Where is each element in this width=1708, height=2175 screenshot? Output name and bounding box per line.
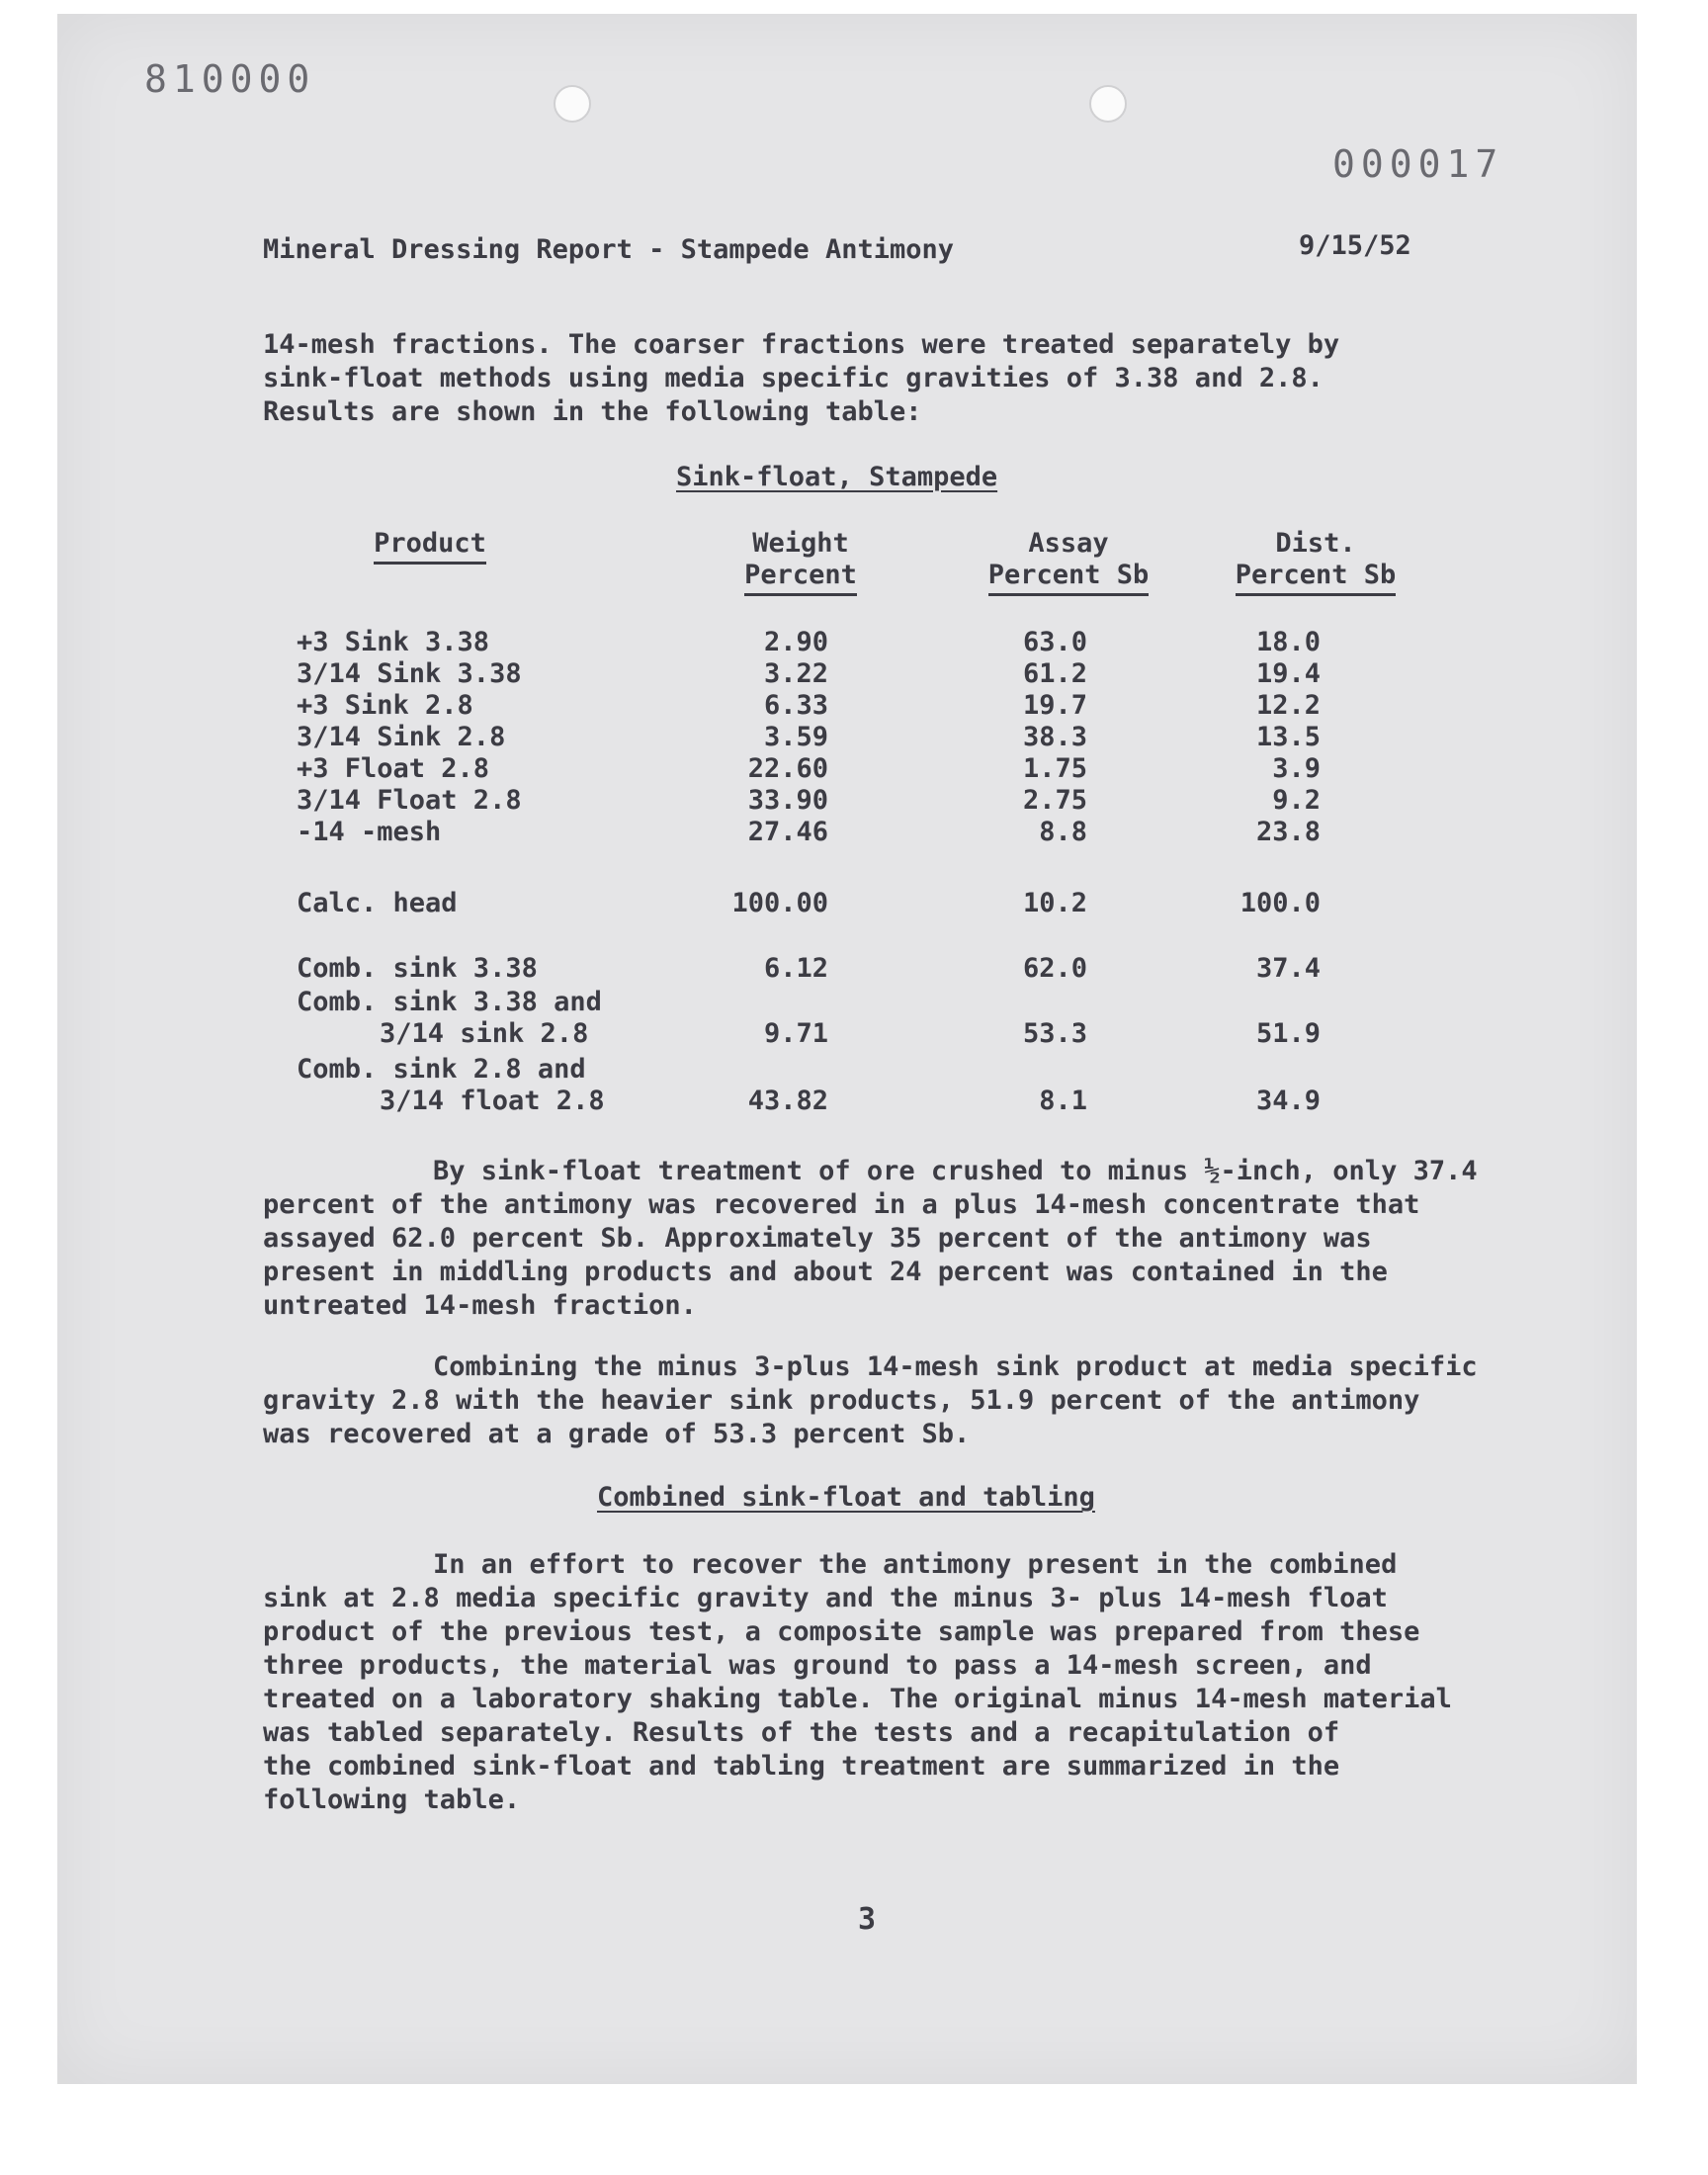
- paragraph-line: treated on a laboratory shaking table. The original minus 14-mesh material: [263, 1684, 1452, 1714]
- intro-line: 14-mesh fractions. The coarser fractions were treated separately by: [263, 329, 1340, 360]
- paragraph-line: was recovered at a grade of 53.3 percent Sb.: [263, 1419, 971, 1449]
- table-cell-dist: 3.9: [1272, 753, 1321, 784]
- table-cell-product: 3/14 Sink 2.8: [297, 722, 506, 752]
- table-cell-assay: 61.2: [1022, 658, 1087, 689]
- stamp-top-right: 000017: [1332, 142, 1504, 186]
- intro-line: Results are shown in the following table:: [263, 396, 922, 427]
- header-dist-line2: Percent Sb: [1236, 560, 1397, 596]
- paragraph-line: sink at 2.8 media specific gravity and the minus 3- plus 14-mesh float: [263, 1583, 1388, 1613]
- assay-column: [988, 627, 1087, 848]
- paragraph-line: percent of the antimony was recovered in a plus 14-mesh concentrate that: [263, 1189, 1420, 1220]
- header-weight-line1: Weight: [752, 528, 849, 559]
- table-cell-weight: 33.90: [747, 785, 828, 816]
- comb-row-2-label-line1: Comb. sink 3.38 and: [297, 987, 602, 1017]
- table-cell-dist: 9.2: [1272, 785, 1321, 816]
- comb-row-3-weight: 43.82: [747, 1086, 828, 1116]
- table-cell-dist: 23.8: [1255, 817, 1321, 847]
- table-cell-product: 3/14 Sink 3.38: [297, 658, 522, 689]
- paragraph-line: untreated 14-mesh fraction.: [263, 1290, 697, 1321]
- paragraph-line: the combined sink-float and tabling treatment are summarized in the: [263, 1751, 1340, 1782]
- paragraph-line: gravity 2.8 with the heavier sink products, 51.9 percent of the antimony: [263, 1385, 1420, 1416]
- paragraph-line: In an effort to recover the antimony present in the combined: [433, 1549, 1398, 1580]
- table-cell-assay: 8.8: [1039, 817, 1087, 847]
- table-cell-weight: 3.59: [763, 722, 828, 752]
- header-weight: [718, 528, 884, 596]
- table-cell-assay: 38.3: [1022, 722, 1087, 752]
- header-dist: [1210, 528, 1421, 596]
- table-cell-assay: 19.7: [1022, 690, 1087, 721]
- table-cell-product: +3 Float 2.8: [297, 753, 490, 784]
- table-cell-product: +3 Sink 2.8: [297, 690, 473, 721]
- comb-row-1-dist: 37.4: [1255, 953, 1321, 984]
- calc-head-weight: 100.00: [731, 888, 828, 918]
- table-cell-product: -14 -mesh: [297, 817, 442, 847]
- table-cell-weight: 6.33: [763, 690, 828, 721]
- paragraph-line: By sink-float treatment of ore crushed to minus ½-inch, only 37.4: [433, 1156, 1478, 1186]
- stamp-top-left: 810000: [144, 57, 316, 101]
- table-title: Sink-float, Stampede: [676, 462, 998, 492]
- paragraph-line: assayed 62.0 percent Sb. Approximately 35 percent of the antimony was: [263, 1223, 1372, 1254]
- table-cell-product: +3 Sink 3.38: [297, 627, 490, 657]
- punch-hole-left: [554, 85, 591, 123]
- comb-row-1-weight: 6.12: [763, 953, 828, 984]
- paragraph-line: Combining the minus 3-plus 14-mesh sink product at media specific: [433, 1351, 1478, 1382]
- report-title: Mineral Dressing Report - Stampede Antimony: [263, 234, 954, 265]
- header-assay: [963, 528, 1174, 596]
- comb-row-2-dist: 51.9: [1255, 1018, 1321, 1049]
- paragraph-line: following table.: [263, 1784, 521, 1815]
- comb-row-3-dist: 34.9: [1255, 1086, 1321, 1116]
- comb-row-3-label-line2: 3/14 float 2.8: [380, 1086, 605, 1116]
- table-cell-weight: 3.22: [763, 658, 828, 689]
- header-weight-line2: Percent: [744, 560, 857, 596]
- paragraph-line: present in middling products and about 24 percent was contained in the: [263, 1257, 1388, 1287]
- table-cell-dist: 12.2: [1255, 690, 1321, 721]
- table-cell-assay: 63.0: [1022, 627, 1087, 657]
- header-assay-line1: Assay: [1028, 528, 1109, 559]
- paragraph-line: was tabled separately. Results of the tests and a recapitulation of: [263, 1717, 1340, 1748]
- header-product: [328, 528, 532, 565]
- punch-hole-right: [1089, 85, 1127, 123]
- paragraph-line: product of the previous test, a composite sample was prepared from these: [263, 1616, 1420, 1647]
- table-cell-dist: 18.0: [1255, 627, 1321, 657]
- table-cell-weight: 22.60: [747, 753, 828, 784]
- table-cell-assay: 2.75: [1022, 785, 1087, 816]
- intro-line: sink-float methods using media specific gravities of 3.38 and 2.8.: [263, 363, 1324, 393]
- dist-column: [1222, 627, 1321, 848]
- header-dist-line1: Dist.: [1275, 528, 1356, 559]
- table-cell-weight: 2.90: [763, 627, 828, 657]
- comb-row-2-assay: 53.3: [1022, 1018, 1087, 1049]
- comb-row-2-weight: 9.71: [763, 1018, 828, 1049]
- table-cell-dist: 13.5: [1255, 722, 1321, 752]
- comb-row-1-assay: 62.0: [1022, 953, 1087, 984]
- calc-head-dist: 100.0: [1239, 888, 1321, 918]
- calc-head-label: Calc. head: [297, 888, 458, 918]
- calc-head-assay: 10.2: [1022, 888, 1087, 918]
- intro-paragraph: [263, 328, 1339, 429]
- report-date: 9/15/52: [1299, 230, 1411, 261]
- header-product-label: Product: [374, 528, 486, 565]
- weight-column: [720, 627, 828, 848]
- comb-row-1-label: Comb. sink 3.38: [297, 953, 538, 984]
- product-column: [297, 627, 522, 848]
- table-cell-product: 3/14 Float 2.8: [297, 785, 522, 816]
- comb-row-2-label-line2: 3/14 sink 2.8: [380, 1018, 589, 1049]
- table-cell-dist: 19.4: [1255, 658, 1321, 689]
- paragraph-tabling: [263, 1548, 1452, 1817]
- comb-row-3-assay: 8.1: [1039, 1086, 1087, 1116]
- comb-row-3-label-line1: Comb. sink 2.8 and: [297, 1054, 586, 1085]
- page-number: 3: [858, 1902, 877, 1937]
- header-assay-line2: Percent Sb: [988, 560, 1150, 596]
- table-cell-weight: 27.46: [747, 817, 828, 847]
- section-title: Combined sink-float and tabling: [597, 1482, 1095, 1513]
- paragraph-line: three products, the material was ground to pass a 14-mesh screen, and: [263, 1650, 1372, 1681]
- table-cell-assay: 1.75: [1022, 753, 1087, 784]
- paragraph-combining: [263, 1350, 1478, 1451]
- paragraph-sink-float-results: [263, 1155, 1478, 1323]
